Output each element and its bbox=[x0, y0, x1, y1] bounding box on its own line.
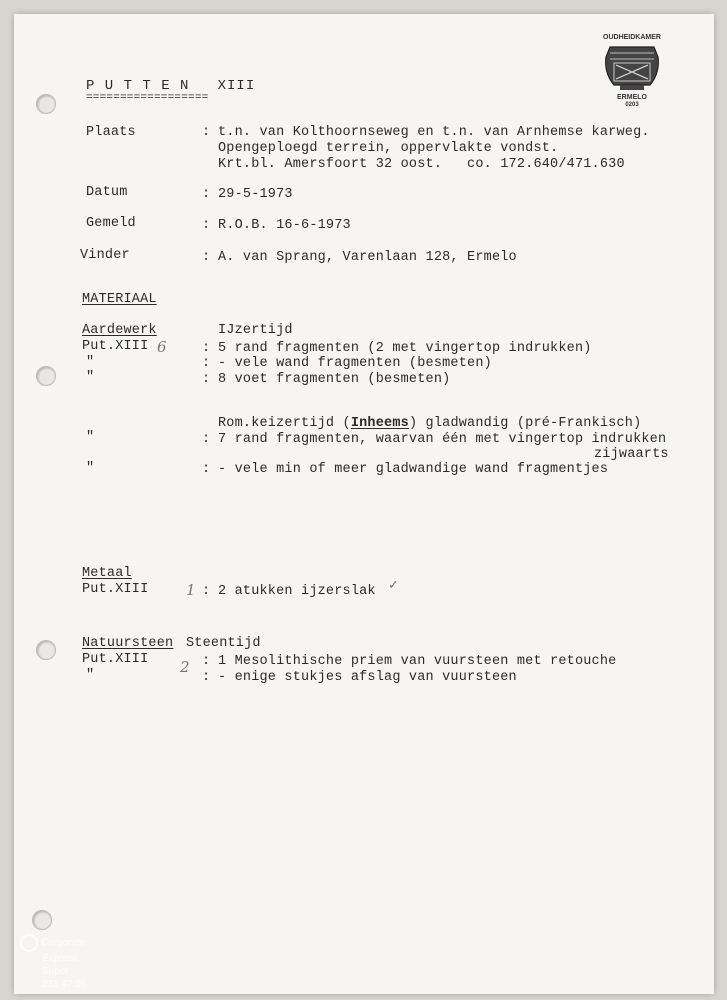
punch-hole bbox=[32, 910, 52, 930]
field-label-vinder: Vinder bbox=[80, 248, 130, 263]
plaats-line-2: Opengeploegd terrein, oppervlakte vondst. bbox=[218, 141, 559, 156]
row-text: 2 atukken ijzerslak bbox=[218, 584, 376, 599]
handwritten-number: 2 bbox=[180, 658, 190, 676]
field-sep: : bbox=[202, 125, 211, 140]
row-sep: : bbox=[202, 341, 211, 356]
period-steentijd: Steentijd bbox=[186, 636, 261, 651]
row-sep: : bbox=[202, 432, 211, 447]
watermark-logo-icon bbox=[20, 934, 38, 952]
row-ref: Put.XIII bbox=[82, 339, 149, 354]
stamp-number: 0203 bbox=[625, 102, 639, 108]
period-prefix: Rom.keizertijd ( bbox=[218, 416, 351, 431]
subheading-natuursteen: Natuursteen bbox=[82, 636, 174, 651]
row-text: 7 rand fragmenten, waarvan één met vingertop indrukken bbox=[218, 432, 667, 447]
row-ref: " bbox=[86, 370, 95, 385]
punch-hole bbox=[36, 94, 56, 114]
row-ref: " bbox=[86, 355, 95, 370]
row-sep: : bbox=[202, 372, 211, 387]
row-text: - vele min of meer gladwandige wand fragmentjes bbox=[218, 462, 609, 477]
stamp-top-text: OUDHEIDKAMER bbox=[603, 34, 661, 41]
watermark-line-1: Corporate bbox=[41, 937, 86, 949]
row-sep: : bbox=[202, 462, 211, 477]
field-sep: : bbox=[202, 250, 211, 265]
row-sep: : bbox=[202, 584, 211, 599]
period-suffix: ) gladwandig (pré-Frankisch) bbox=[408, 416, 642, 431]
field-label-plaats: Plaats bbox=[86, 125, 136, 140]
watermark-line-3: Super bbox=[42, 966, 69, 977]
section-heading-materiaal: MATERIAAL bbox=[82, 292, 157, 307]
row-text: - vele wand fragmenten (besmeten) bbox=[218, 356, 492, 371]
row-text: - enige stukjes afslag van vuursteen bbox=[218, 670, 517, 685]
row-ref: Put.XIII bbox=[82, 652, 149, 667]
punch-hole bbox=[36, 640, 56, 660]
row-text: 8 voet fragmenten (besmeten) bbox=[218, 372, 451, 387]
vinder-value: A. van Sprang, Varenlaan 128, Ermelo bbox=[218, 250, 517, 265]
plaats-line-1: t.n. van Kolthoornseweg en t.n. van Arnhemse karweg. bbox=[218, 125, 650, 140]
field-label-datum: Datum bbox=[86, 185, 128, 200]
row-continuation: zijwaarts bbox=[594, 447, 669, 462]
row-sep: : bbox=[202, 356, 211, 371]
handwritten-number: 1 bbox=[186, 581, 196, 599]
row-ref: " bbox=[86, 461, 95, 476]
watermark-line-4: 231.47.06 bbox=[42, 979, 87, 990]
period-emphasis: Inheems bbox=[350, 416, 409, 431]
subheading-aardewerk: Aardewerk bbox=[82, 323, 157, 338]
row-ref: Put.XIII bbox=[82, 582, 149, 597]
check-mark-icon: ✓ bbox=[388, 578, 399, 593]
field-label-gemeld: Gemeld bbox=[86, 216, 136, 231]
period-romeins bbox=[218, 416, 641, 431]
period-ijzertijd: IJzertijd bbox=[218, 323, 293, 338]
subheading-metaal: Metaal bbox=[82, 566, 132, 581]
punch-hole bbox=[36, 366, 56, 386]
row-text: 1 Mesolithische priem van vuursteen met retouche bbox=[218, 654, 617, 669]
document-title: P U T T E N XIII bbox=[86, 78, 256, 94]
row-ref: " bbox=[86, 430, 95, 445]
field-sep: : bbox=[202, 187, 211, 202]
gemeld-value: R.O.B. 16-6-1973 bbox=[218, 218, 351, 233]
row-text: 5 rand fragmenten (2 met vingertop indrukken) bbox=[218, 341, 592, 356]
handwritten-number: 6 bbox=[157, 338, 167, 356]
row-sep: : bbox=[202, 654, 211, 669]
datum-value: 29-5-1973 bbox=[218, 187, 293, 202]
row-sep: : bbox=[202, 670, 211, 685]
scanner-watermark bbox=[20, 934, 87, 991]
row-ref: " bbox=[86, 668, 95, 683]
field-sep: : bbox=[202, 218, 211, 233]
museum-stamp bbox=[596, 34, 668, 106]
plaats-line-3: Krt.bl. Amersfoort 32 oost. co. 172.640/471.630 bbox=[218, 157, 625, 172]
vessel-icon bbox=[596, 43, 668, 93]
watermark-line-2: Express bbox=[42, 953, 79, 964]
stamp-city: ERMELO bbox=[617, 94, 647, 101]
title-underline: ================== bbox=[86, 92, 209, 104]
